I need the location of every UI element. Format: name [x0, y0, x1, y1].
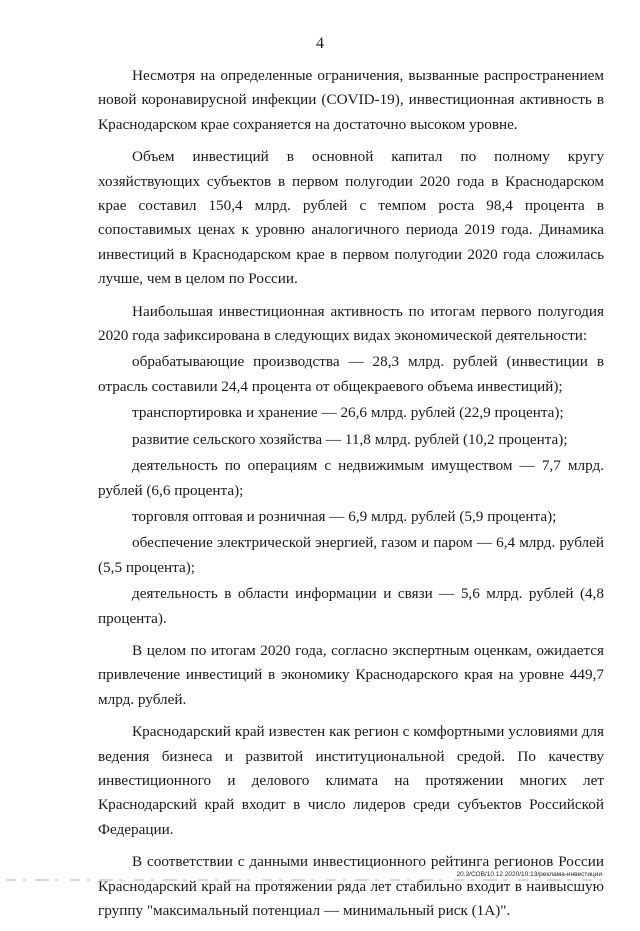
paragraph-forecast: В целом по итогам 2020 года, согласно экспертным оценкам, ожидается привлечение инвестиций в экономику Краснодарского края на уровне 449,7 млрд. рублей. — [98, 641, 604, 708]
scan-artifact-line — [6, 878, 606, 882]
paragraph-rating: В соответствии с данными инвестиционного рейтинга регионов России Краснодарский край на протяжении ряда лет стабильно входит в наивысшую группу "максимальный потенциал — минимальный риск (1А)". — [98, 853, 604, 919]
paragraph-intro: Несмотря на определенные ограничения, вызванные распространением новой коронавирусной инфекции (COVID-19), инвестиционная активность в Краснодарском крае сохраняется на достаточно высоком уровне. — [98, 67, 604, 133]
list-item-transport: транспортировка и хранение — 26,6 млрд. рублей (22,9 процента); — [132, 404, 564, 422]
paragraph-business-climate: Краснодарский край известен как регион с комфортными условиями для ведения бизнеса и развитой институциональной средой. По качеству инвестиционного и делового климата на протяжении многих лет Краснодарский край входит в число лидеров среди субъектов Российской Федерации. — [98, 723, 604, 838]
document-body — [98, 64, 604, 931]
page-number: 4 — [316, 35, 324, 52]
paragraph-investment-volume: Объем инвестиций в основной капитал по полному кругу хозяйствующих субъектов в первом полугодии 2020 года в Краснодарском крае составил 150,4 млрд. рублей с темпом роста 98,4 процента в сопоставимых ценах к уровню аналогичного периода 2019 года. Динамика инвестиций в Краснодарском крае в первом полугодии 2020 года сложилась лучше, чем в целом по России. — [98, 148, 604, 288]
list-item-trade: торговля оптовая и розничная — 6,9 млрд. рублей (5,9 процента); — [132, 507, 557, 525]
list-item-manufacturing: обрабатывающие производства — 28,3 млрд. рублей (инвестиции в отрасль составили 24,4 процента от общекраевого объема инвестиций); — [98, 353, 604, 395]
footer-document-code: 20.3/СОВ/10.12.2020/10:13/реклама-инвестиции — [456, 871, 602, 878]
list-item-energy: обеспечение электрической энергией, газом и паром — 6,4 млрд. рублей (5,5 процента); — [98, 534, 604, 576]
list-item-real-estate: деятельность по операциям с недвижимым имуществом — 7,7 млрд. рублей (6,6 процента); — [98, 457, 604, 499]
list-item-agriculture: развитие сельского хозяйства — 11,8 млрд. рублей (10,2 процента); — [132, 430, 568, 448]
list-item-it-communications: деятельность в области информации и связи — 5,6 млрд. рублей (4,8 процента). — [98, 585, 604, 627]
paragraph-activity-intro: Наибольшая инвестиционная активность по итогам первого полугодия 2020 года зафиксирована в следующих видах экономической деятельности: — [98, 302, 604, 345]
